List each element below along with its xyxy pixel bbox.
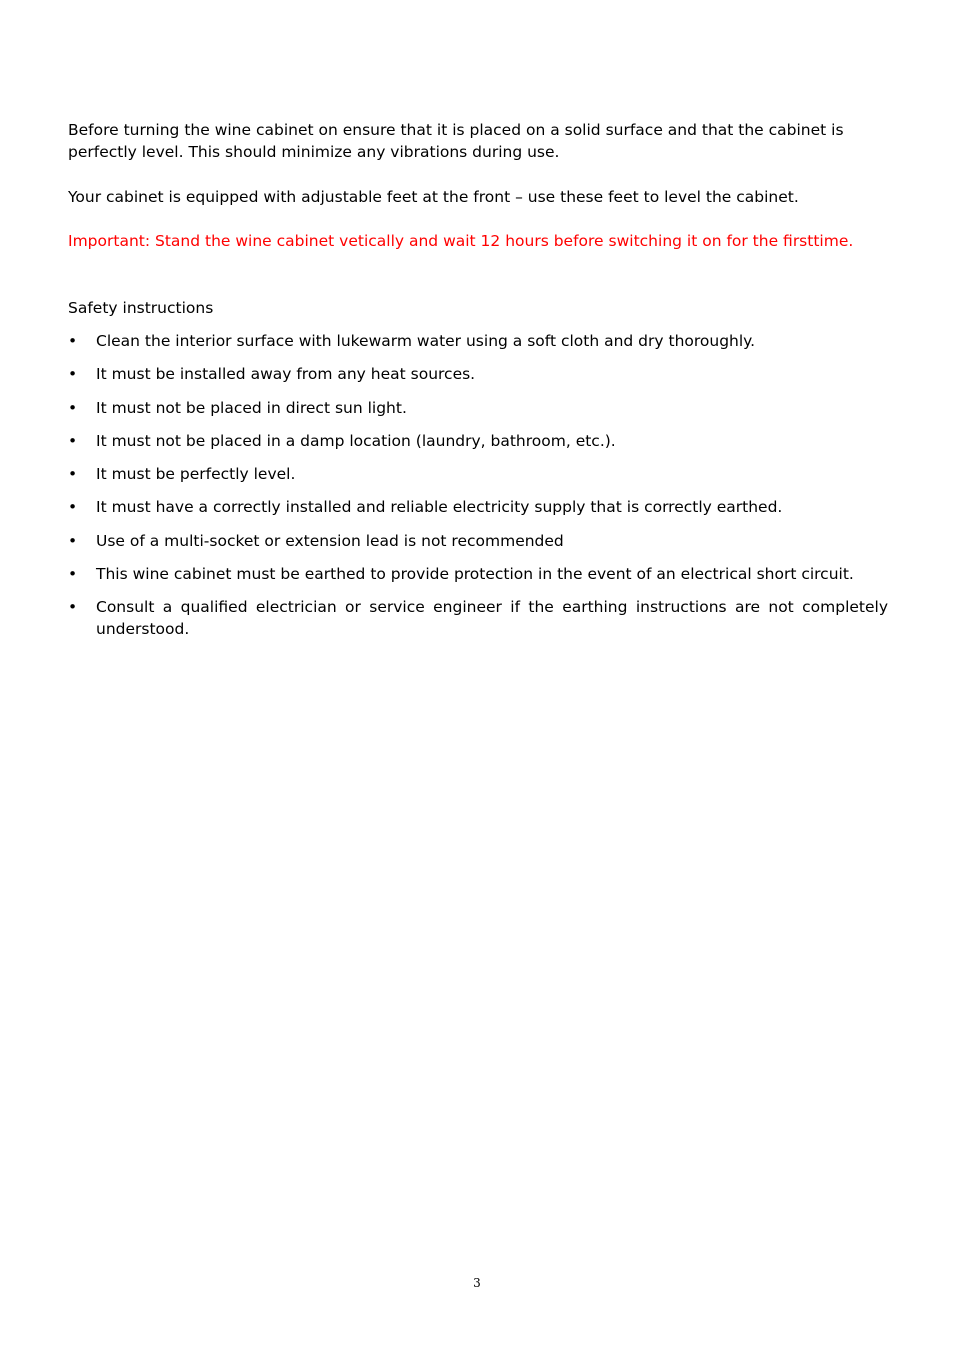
list-item — [68, 330, 888, 352]
page-number: 3 — [473, 1276, 481, 1290]
list-item — [68, 463, 888, 485]
bullet-icon: • — [68, 431, 78, 450]
list-item — [68, 397, 888, 419]
level-intro-paragraph: Before turning the wine cabinet on ensure that it is placed on a solid surface and that the cabinet is perfectly level. This should minimize any vibrations during use. — [68, 121, 844, 161]
list-item — [68, 530, 888, 552]
bullet-icon: • — [68, 565, 78, 584]
list-item-text: This wine cabinet must be earthed to provide protection in the event of an electrical short circuit. — [96, 565, 854, 584]
bullet-icon: • — [68, 598, 78, 617]
list-item — [68, 496, 888, 518]
list-item — [68, 430, 888, 452]
list-item — [68, 563, 888, 585]
safety-instructions-heading: Safety instructions — [68, 299, 214, 317]
important-notice: Important: Stand the wine cabinet vetically and wait 12 hours before switching it on for the firsttime. — [68, 232, 854, 250]
list-item-text: Use of a multi-socket or extension lead is not recommended — [96, 531, 564, 550]
list-item-text: It must not be placed in direct sun light. — [96, 398, 407, 417]
bullet-icon: • — [68, 531, 78, 550]
list-item-text: It must have a correctly installed and reliable electricity supply that is correctly earthed. — [96, 498, 783, 517]
adjustable-feet-paragraph: Your cabinet is equipped with adjustable feet at the front – use these feet to level the cabinet. — [68, 188, 799, 206]
list-item-text: Clean the interior surface with lukewarm water using a soft cloth and dry thoroughly. — [96, 332, 756, 350]
bullet-icon: • — [68, 365, 78, 384]
bullet-icon: • — [68, 465, 78, 484]
list-item — [68, 363, 888, 385]
bullet-icon: • — [68, 398, 78, 417]
list-item-text: It must not be placed in a damp location (laundry, bathroom, etc.). — [96, 431, 616, 450]
safety-instructions-list — [68, 330, 888, 652]
list-item-text: Consult a qualified electrician or service engineer if the earthing instructions are not completely understood. — [96, 598, 888, 639]
bullet-icon: • — [68, 332, 78, 350]
list-item-text: It must be installed away from any heat sources. — [96, 365, 476, 384]
list-item — [68, 596, 888, 640]
list-item-text: It must be perfectly level. — [96, 465, 296, 484]
bullet-icon: • — [68, 498, 78, 517]
